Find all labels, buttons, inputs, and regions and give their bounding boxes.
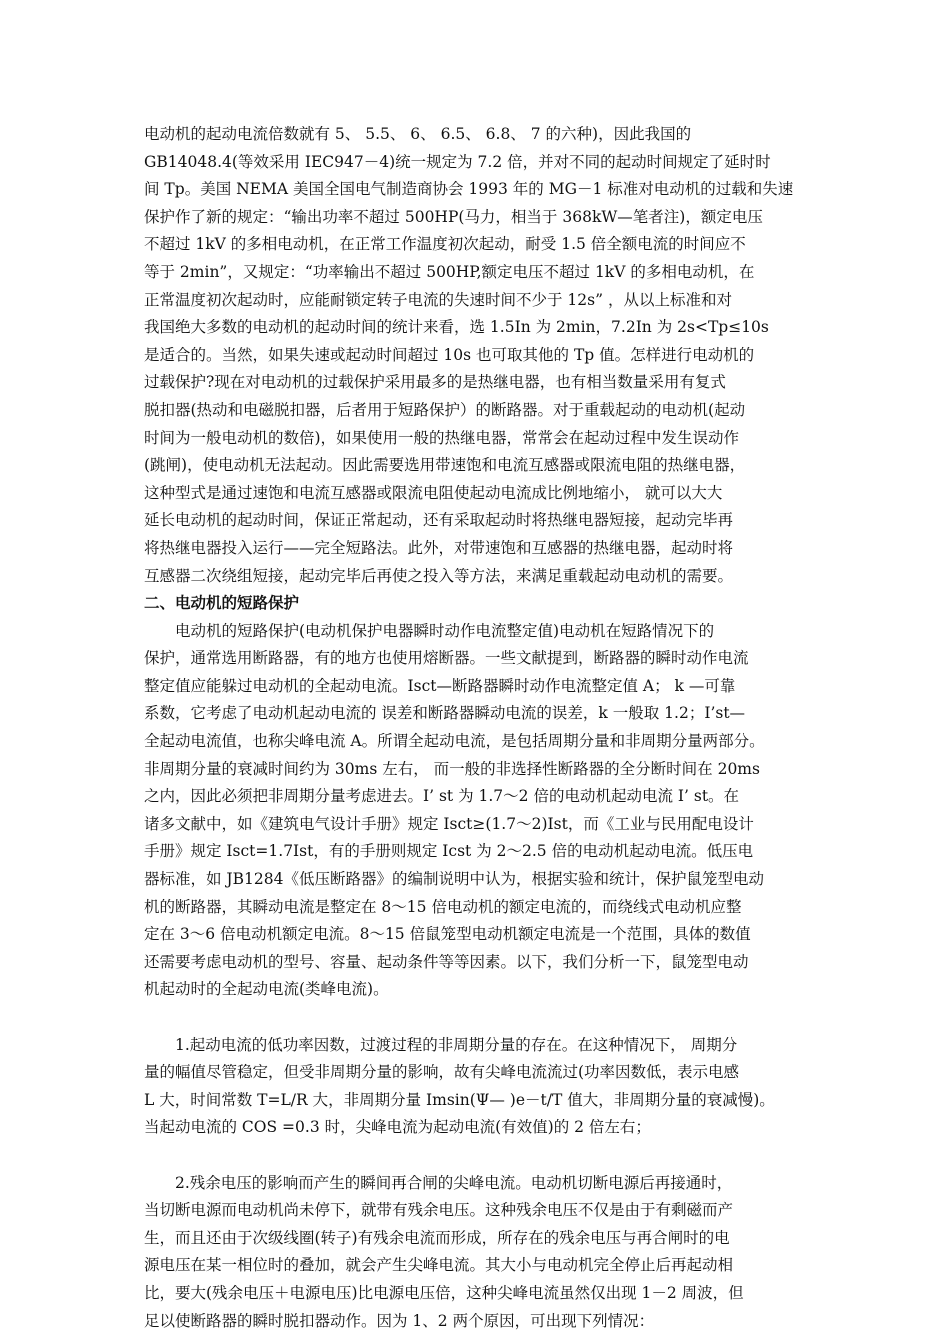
- text-line: 生，而且还由于次级线圈(转子)有残余电流而形成，所存在的残余电压与再合闸时的电: [144, 1228, 730, 1247]
- text-line: 整定值应能躲过电动机的全起动电流。Isct—断路器瞬时动作电流整定值 A； k —可靠: [144, 676, 736, 695]
- paragraph-overload-standards: [144, 121, 816, 590]
- text-line: 间 Tp。美国 NEMA 美国全国电气制造商协会 1993 年的 MG－1 标准对电动机的过载和失速: [144, 180, 794, 199]
- text-line: L 大，时间常数 T=L/R 大，非周期分量 Imsin(Ψ— )e－t/T 值大，非周期分量的衰减慢)。: [144, 1090, 775, 1109]
- text-line: 我国绝大多数的电动机的起动时间的统计来看，选 1.5In 为 2min，7.2In 为 2s<Tp≤10s: [144, 318, 769, 337]
- text-line: 诸多文献中，如《建筑电气设计手册》规定 Isct≥(1.7～2)Ist，而《工业与民用配电设计: [144, 814, 754, 833]
- text-line: 源电压在某一相位时的叠加，就会产生尖峰电流。其大小与电动机完全停止后再起动相: [144, 1256, 734, 1275]
- text-line: 将热继电器投入运行——完全短路法。此外，对带速饱和互感器的热继电器，起动时将: [144, 538, 734, 557]
- text-line: 当起动电流的 COS =0.3 时，尖峰电流为起动电流(有效值)的 2 倍左右；: [144, 1118, 651, 1137]
- paragraph-spacer: [144, 1142, 816, 1170]
- text-line: 电动机的起动电流倍数就有 5、 5.5、 6、 6.5、 6.8、 7 的六种)，因此我国的: [144, 125, 692, 143]
- text-line: 手册》规定 Isct=1.7Ist，有的手册则规定 Icst 为 2～2.5 倍的电动机起动电流。低压电: [144, 842, 754, 861]
- text-line: 不超过 1kV 的多相电动机，在正常工作温度初次起动，耐受 1.5 倍全额电流的时间应不: [144, 235, 746, 254]
- paragraph-short-circuit: [144, 618, 816, 1004]
- paragraph-item-2: [144, 1170, 816, 1336]
- text-line: 正常温度初次起动时，应能耐锁定转子电流的失速时间不少于 12s” ，从以上标准和对: [144, 290, 732, 309]
- text-line: 互感器二次绕组短接，起动完毕后再使之投入等方法，来满足重载起动电动机的需要。: [144, 566, 734, 585]
- text-line: 系数，它考虑了电动机起动电流的 误差和断路器瞬动电流的误差，k 一般取 1.2；I’st—: [144, 704, 746, 723]
- text-line: 保护，通常选用断路器，有的地方也使用熔断器。一些文献提到，断路器的瞬时动作电流: [144, 649, 749, 668]
- text-line: 等于 2min”，又规定：“功率输出不超过 500HP,额定电压不超过 1kV 的多相电动机，在: [144, 262, 755, 281]
- paragraph-item-1: [144, 1032, 816, 1142]
- text-line: 时间为一般电动机的数倍)，如果使用一般的热继电器，常常会在起动过程中发生误动作: [144, 428, 740, 447]
- text-line: 过载保护?现在对电动机的过载保护采用最多的是热继电器，也有相当数量采用有复式: [144, 373, 726, 392]
- text-line: 电动机的短路保护(电动机保护电器瞬时动作电流整定值)电动机在短路情况下的: [175, 621, 715, 640]
- text-line: 器标准，如 JB1284《低压断路器》的编制说明中认为，根据实验和统计，保护鼠笼型电动: [144, 870, 764, 889]
- text-line: 定在 3～6 倍电动机额定电流。8～15 倍鼠笼型电动机额定电流是一个范围，具体的数值: [144, 925, 751, 944]
- text-line: 非周期分量的衰减时间约为 30ms 左右， 而一般的非选择性断路器的全分断时间在 20ms: [144, 759, 760, 778]
- text-line: 是适合的。当然，如果失速或起动时间超过 10s 也可取其他的 Tp 值。怎样进行电动机的: [144, 345, 755, 364]
- document-page: [144, 121, 816, 1335]
- text-line: 保护作了新的规定：“输出功率不超过 500HP(马力，相当于 368kW—笔者注)，额定电压: [144, 207, 763, 226]
- text-line: 延长电动机的起动时间，保证正常起动，还有采取起动时将热继电器短接，起动完毕再: [144, 511, 734, 530]
- section-heading: 二、电动机的短路保护: [144, 594, 300, 613]
- text-line: 全起动电流值，也称尖峰电流 A。所谓全起动电流，是包括周期分量和非周期分量两部分。: [144, 732, 765, 751]
- text-line: 之内，因此必须把非周期分量考虑进去。I’ st 为 1.7～2 倍的电动机起动电流 I’ st。在: [144, 787, 740, 806]
- text-line: 足以使断路器的瞬时脱扣器动作。因为 1、2 两个原因，可出现下列情况：: [144, 1311, 655, 1330]
- text-line: 脱扣器(热动和电磁脱扣器，后者用于短路保护）的断路器。对于重载起动的电动机(起动: [144, 400, 746, 419]
- text-line: (跳闸)，使电动机无法起动。因此需要选用带速饱和电流互感器或限流电阻的热继电器，: [144, 456, 746, 475]
- text-line: 当切断电源而电动机尚未停下，就带有残余电压。这种残余电压不仅是由于有剩磁而产: [144, 1201, 734, 1220]
- text-line: 这种型式是通过速饱和电流互感器或限流电阻使起动电流成比例地缩小， 就可以大大: [144, 483, 723, 502]
- text-line: 还需要考虑电动机的型号、容量、起动条件等等因素。以下，我们分析一下，鼠笼型电动: [144, 952, 749, 971]
- text-line: 量的幅值尽管稳定，但受非周期分量的影响，故有尖峰电流流过(功率因数低，表示电感: [144, 1063, 740, 1082]
- text-line: 机起动时的全起动电流(类峰电流)。: [144, 980, 389, 999]
- text-line: 机的断路器，其瞬动电流是整定在 8～15 倍电动机的额定电流的，而绕线式电动机应整: [144, 897, 742, 916]
- paragraph-spacer: [144, 1004, 816, 1032]
- text-line: GB14048.4(等效采用 IEC947－4)统一规定为 7.2 倍，并对不同的起动时间规定了延时时: [144, 152, 771, 171]
- text-line: 1.起动电流的低功率因数，过渡过程的非周期分量的存在。在这种情况下， 周期分: [175, 1035, 738, 1054]
- text-line: 2.残余电压的影响而产生的瞬间再合闸的尖峰电流。电动机切断电源后再接通时，: [175, 1173, 733, 1192]
- text-line: 比，要大(残余电压＋电源电压)比电源电压倍，这种尖峰电流虽然仅出现 1－2 周波，但: [144, 1283, 744, 1302]
